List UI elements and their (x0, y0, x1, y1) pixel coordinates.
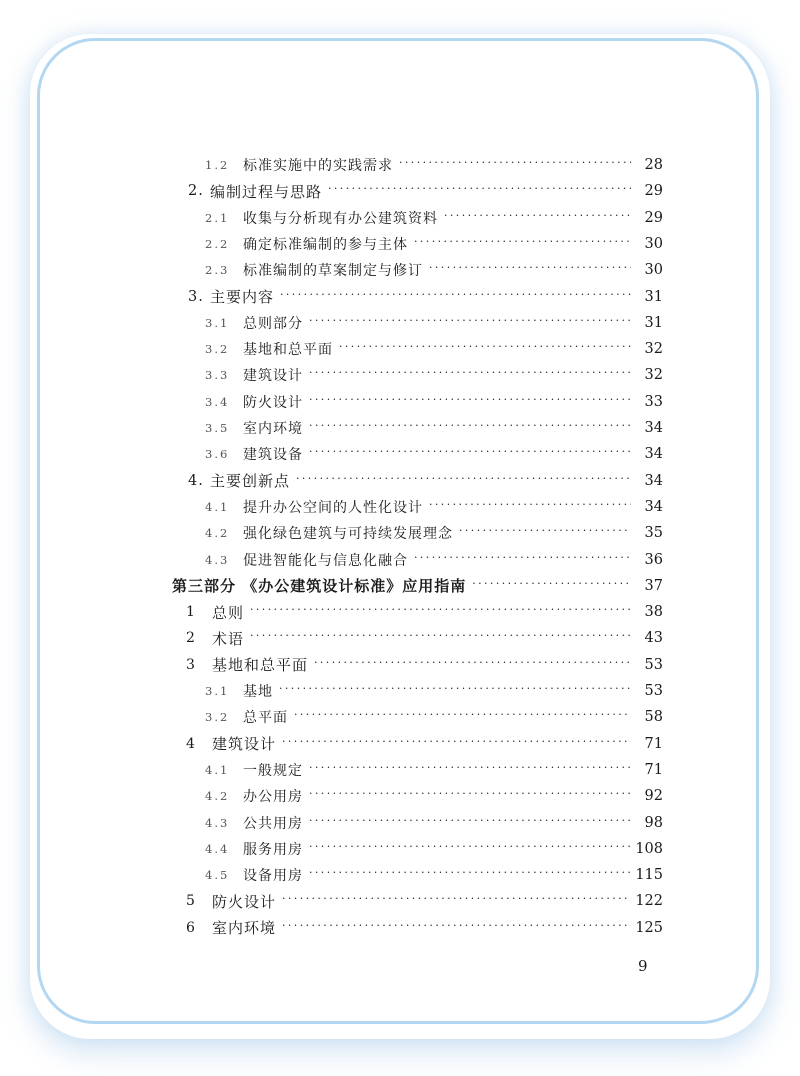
toc-entry-page: 53 (644, 656, 663, 673)
dot-leader (314, 655, 631, 671)
dot-leader (309, 760, 631, 776)
toc-entry[interactable] (205, 441, 663, 467)
toc-entry-number: 1 (186, 604, 196, 621)
dot-leader (282, 734, 631, 750)
toc-entry-page: 34 (644, 420, 663, 436)
toc-entry-page: 34 (644, 472, 663, 489)
toc-entry-title: 标准编制的草案制定与修订 (243, 263, 423, 280)
dot-leader (309, 313, 631, 329)
toc-entry-page: 32 (644, 367, 663, 384)
toc-entry-page: 30 (644, 262, 663, 279)
toc-entry-number: 2.2 (205, 236, 230, 251)
toc-entry-title: 术语 (212, 629, 245, 648)
toc-entry-number: 2. (188, 183, 204, 200)
dot-leader (339, 339, 631, 355)
toc-entry[interactable] (205, 678, 663, 704)
toc-entry-number: 4.3 (205, 552, 230, 567)
toc-entry-title: 服务用房 (243, 841, 303, 858)
toc-entry-title: 基地和总平面 (243, 342, 333, 359)
toc-entry-title: 室内环境 (243, 421, 303, 437)
toc-entry-number: 4 (186, 735, 196, 752)
dot-leader (294, 707, 631, 723)
toc-entry-page: 32 (644, 341, 663, 358)
dot-leader (250, 602, 631, 618)
toc-entry[interactable] (205, 389, 663, 415)
toc-entry-title: 确定标准编制的参与主体 (243, 236, 408, 253)
dot-leader (399, 155, 631, 171)
toc-entry-title: 总则 (212, 603, 245, 622)
toc-entry[interactable] (205, 836, 663, 862)
dot-leader (328, 181, 631, 197)
toc-entry-number: 3 (186, 656, 196, 673)
toc-entry[interactable] (205, 205, 663, 231)
toc-entry-page: 108 (635, 840, 663, 857)
toc-entry-page: 29 (644, 183, 663, 200)
toc-entry-title: 基地和总平面 (212, 656, 309, 675)
dot-leader (280, 287, 631, 303)
dot-leader (309, 392, 631, 408)
toc-entry-title: 总平面 (243, 710, 288, 727)
toc-entry[interactable] (186, 731, 663, 757)
toc-entry-page: 34 (644, 446, 663, 463)
toc-entry[interactable] (205, 704, 663, 730)
toc-entry[interactable] (205, 310, 663, 336)
dot-leader (429, 260, 631, 276)
toc-entry-page: 30 (644, 235, 663, 252)
toc-entry-number: 3.4 (205, 394, 230, 409)
toc-entry-title: 促进智能化与信息化融合 (243, 552, 408, 569)
toc-entry-title: 办公用房 (243, 789, 303, 806)
toc-entry-title: 建筑设计 (212, 735, 277, 754)
toc-entry-page: 37 (644, 577, 663, 594)
dot-leader (296, 471, 631, 487)
toc-entry[interactable] (205, 231, 663, 257)
dot-leader (309, 839, 631, 855)
toc-entry[interactable] (186, 888, 663, 914)
toc-entry[interactable] (205, 362, 663, 388)
toc-entry-title: 总则部分 (243, 315, 303, 332)
toc-entry[interactable] (205, 862, 663, 888)
toc-entry-page: 58 (644, 709, 663, 726)
toc-entry-page: 71 (644, 735, 663, 752)
toc-entry-number: 4.4 (205, 841, 230, 856)
toc-entry-page: 115 (635, 867, 663, 884)
toc-entry-page: 36 (644, 551, 663, 568)
toc-entry-title: 室内环境 (212, 919, 277, 938)
toc-entry-title: 基地 (243, 684, 273, 700)
toc-entry-title: 防火设计 (243, 394, 303, 411)
toc-entry-number: 6 (186, 919, 196, 936)
toc-entry-title: 建筑设备 (243, 447, 303, 464)
toc-entry-title: 第三部分 《办公建筑设计标准》应用指南 (172, 577, 467, 596)
toc-part-heading[interactable] (172, 573, 663, 599)
toc-entry-title: 强化绿色建筑与可持续发展理念 (243, 526, 453, 543)
toc-entry-page: 43 (644, 630, 663, 647)
toc-entry-number: 3.2 (205, 710, 230, 725)
dot-leader (309, 418, 631, 434)
toc-entry-page: 35 (644, 525, 663, 542)
dot-leader (414, 550, 631, 566)
toc-entry-number: 3.1 (205, 684, 230, 698)
dot-leader (309, 444, 631, 460)
dot-leader (309, 813, 631, 829)
toc-entry[interactable] (188, 468, 663, 494)
toc-entry-page: 125 (635, 919, 663, 936)
toc-entry-number: 3.1 (205, 315, 230, 330)
dot-leader (309, 865, 631, 881)
toc-entry[interactable] (205, 336, 663, 362)
dot-leader (414, 234, 631, 250)
toc-entry-number: 2.1 (205, 210, 230, 225)
toc-entry-title: 主要创新点 (210, 472, 291, 491)
toc-entry-number: 4.2 (205, 526, 230, 541)
toc-entry-title: 主要内容 (210, 288, 275, 306)
toc-entry-number: 2.3 (205, 263, 230, 278)
toc-entry-title: 标准实施中的实践需求 (243, 158, 393, 174)
toc-entry-page: 28 (644, 157, 663, 173)
page-number: 9 (638, 957, 648, 975)
toc-entry-title: 收集与分析现有办公建筑资料 (243, 210, 438, 227)
toc-entry-number: 3.3 (205, 368, 230, 383)
toc-entry-title: 编制过程与思路 (210, 182, 323, 201)
toc-entry[interactable] (205, 547, 663, 573)
toc-entry[interactable] (205, 257, 663, 283)
toc-entry-title: 防火设计 (212, 892, 277, 911)
toc-entry[interactable] (205, 415, 663, 441)
toc-entry-title: 公共用房 (243, 815, 303, 832)
toc-entry-title: 一般规定 (243, 762, 303, 779)
dot-leader (309, 786, 631, 802)
dot-leader (472, 576, 631, 592)
toc-entry-page: 38 (644, 604, 663, 621)
toc-entry-number: 4.1 (205, 499, 230, 514)
toc-entry-page: 98 (644, 814, 663, 831)
toc-entry-number: 5 (186, 893, 196, 910)
dot-leader (279, 681, 631, 697)
toc-entry[interactable] (205, 783, 663, 809)
toc-entry[interactable] (205, 152, 663, 178)
toc-entry[interactable] (186, 625, 663, 651)
toc-entry-page: 71 (644, 761, 663, 778)
toc-entry-page: 53 (644, 683, 663, 699)
toc-entry-title: 建筑设计 (243, 368, 303, 385)
toc-entry[interactable] (205, 757, 663, 783)
toc-entry-number: 3. (188, 288, 204, 305)
toc-entry[interactable] (186, 652, 663, 678)
toc-entry[interactable] (186, 915, 663, 941)
dot-leader (250, 628, 631, 644)
toc-entry-number: 3.5 (205, 421, 230, 435)
toc-entry-page: 34 (644, 498, 663, 515)
toc-entry[interactable] (186, 599, 663, 625)
dot-leader (444, 208, 631, 224)
toc-entry-number: 4.1 (205, 762, 230, 777)
toc-entry-page: 29 (644, 209, 663, 226)
toc-entry-title: 提升办公空间的人性化设计 (243, 499, 423, 516)
toc-entry-number: 4.5 (205, 868, 230, 883)
toc-entry-number: 4. (188, 472, 204, 489)
toc-entry[interactable] (205, 810, 663, 836)
dot-leader (309, 365, 631, 381)
toc-entry[interactable] (188, 284, 663, 310)
toc-entry-page: 122 (635, 893, 663, 910)
dot-leader (282, 918, 631, 934)
dot-leader (459, 523, 631, 539)
toc-entry-page: 31 (644, 314, 663, 331)
toc-entry-page: 33 (644, 393, 663, 410)
toc-entry-number: 3.6 (205, 447, 230, 462)
toc-entry-page: 31 (644, 288, 663, 305)
toc-entry-number: 1.2 (205, 158, 230, 172)
toc-entry-number: 2 (186, 630, 196, 647)
dot-leader (429, 497, 631, 513)
toc-entry-number: 4.2 (205, 789, 230, 804)
toc-entry-number: 3.2 (205, 342, 230, 357)
dot-leader (282, 891, 631, 907)
toc-entry-title: 设备用房 (243, 868, 303, 885)
toc-entry-page: 92 (644, 788, 663, 805)
toc-entry[interactable] (188, 178, 663, 204)
toc-entry[interactable] (205, 520, 663, 546)
toc-entry-number: 4.3 (205, 815, 230, 830)
toc-entry[interactable] (205, 494, 663, 520)
